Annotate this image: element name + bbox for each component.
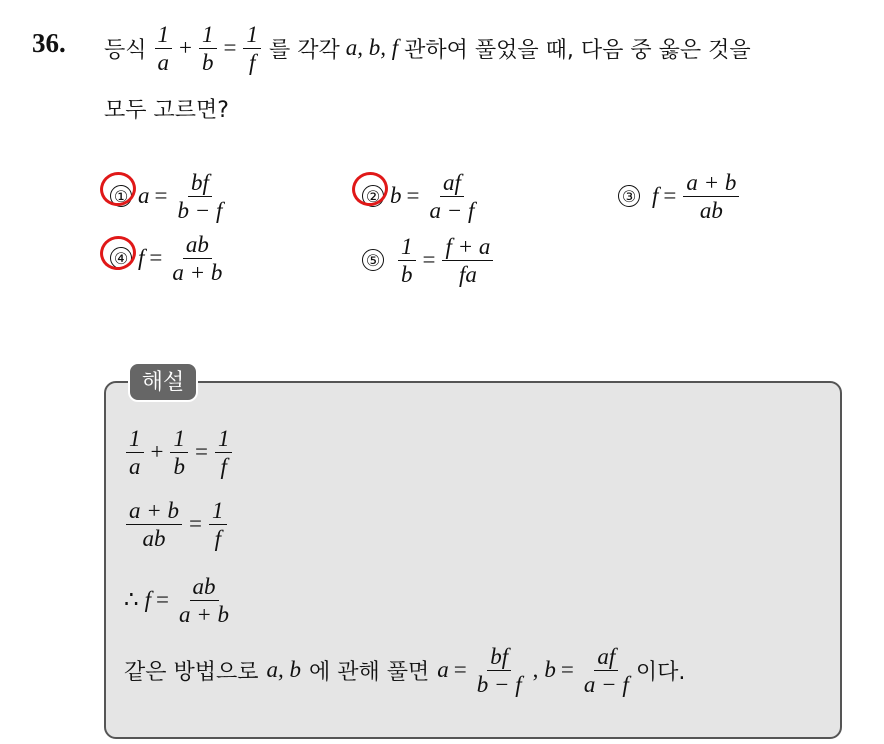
denominator: b − f (476, 671, 522, 697)
numerator: bf (487, 643, 511, 671)
step4-mid: 에 관해 풀면 (309, 659, 430, 685)
choice-lhs: f (652, 183, 659, 208)
denominator: a + b (172, 259, 223, 285)
fraction (170, 425, 188, 480)
denominator: a + b (179, 601, 230, 627)
fraction (474, 643, 525, 698)
choice-number-4: ④ (110, 247, 132, 269)
denominator: a (157, 49, 170, 75)
fraction (581, 643, 632, 698)
question-prefix: 등식 (104, 37, 147, 63)
numerator: 1 (209, 497, 227, 525)
numerator: 1 (199, 21, 217, 49)
choice-lhs: f (138, 245, 145, 270)
numerator: 1 (126, 425, 144, 453)
solution-step-1: $\frac{1}{a}$ + $\frac{1}{b}$ = $\frac{1}{f}$ (124, 420, 234, 484)
choice-fraction (426, 169, 477, 224)
denominator: f (220, 453, 227, 479)
step4-suffix: 이다. (635, 659, 686, 685)
numerator: a + b (683, 169, 739, 197)
numerator: 1 (243, 21, 261, 49)
fraction (215, 425, 233, 480)
numerator: af (594, 643, 618, 671)
numerator: 1 (155, 21, 173, 49)
fraction (209, 497, 227, 552)
fraction-1-over-a (155, 21, 173, 76)
question-vars: a, b, f (345, 35, 399, 60)
question-number: 36. (32, 28, 66, 58)
numerator: af (440, 169, 464, 197)
fraction-1-over-b (199, 21, 217, 76)
question-mid-text: 를 각각 (268, 37, 340, 63)
numerator: ab (183, 231, 212, 259)
choice-3[interactable]: ③ f = $\frac{a + b}{ab}$ (618, 164, 741, 228)
choice-number-3: ③ (618, 185, 640, 207)
numerator: ab (190, 573, 219, 601)
choice-lhs: a (138, 183, 150, 208)
denominator: a − f (583, 671, 629, 697)
choice-lhs-fraction (398, 233, 416, 288)
step4-a-lhs: a (437, 657, 449, 682)
step4-vars: a, b (266, 657, 302, 682)
choice-1[interactable]: ① a = $\frac{bf}{b - f}$ (110, 164, 227, 228)
question-line-1: 등식 $\frac{1}{a}$ + $\frac{1}{b}$ = $\frac{1}{f}$ 를 각각 a, b, f 관하여 풀었을 때, 다음 중 옳은 것을 (104, 21, 751, 75)
denominator: b − f (177, 197, 223, 223)
solution-step-4: 같은 방법으로 a, b 에 관해 풀면 a = $\frac{bf}{b - f}$ , b = $\frac{af}{a - f}$ 이다. (124, 643, 686, 697)
solution-tag: 해설 (128, 362, 198, 402)
choice-fraction (442, 233, 493, 288)
fraction (126, 425, 144, 480)
denominator: fa (459, 261, 477, 287)
lhs: f (144, 587, 152, 612)
denominator: f (249, 49, 256, 75)
choice-fraction (683, 169, 739, 224)
denominator: a (129, 453, 141, 479)
fraction (126, 497, 182, 552)
question-suffix: 관하여 풀었을 때, 다음 중 옳은 것을 (404, 37, 751, 63)
choice-fraction (174, 169, 225, 224)
choice-lhs: b (390, 183, 402, 208)
numerator: 1 (215, 425, 233, 453)
numerator: 1 (398, 233, 416, 261)
numerator: a + b (126, 497, 182, 525)
step4-prefix: 같은 방법으로 (124, 659, 259, 685)
choice-number-1: ① (110, 185, 132, 207)
solution-step-3: ∴ f = $\frac{ab}{a + b}$ (124, 568, 234, 632)
fraction-1-over-f (243, 21, 261, 76)
numerator: 1 (170, 425, 188, 453)
step4-separator: , (532, 657, 539, 682)
denominator: b (202, 49, 214, 75)
choice-number-5: ⑤ (362, 249, 384, 271)
step4-b-lhs: b (544, 657, 556, 682)
choice-fraction (169, 231, 225, 286)
denominator: b (401, 261, 413, 287)
numerator: f + a (442, 233, 493, 261)
choice-2[interactable]: ② b = $\frac{af}{a - f}$ (362, 164, 479, 228)
denominator: a − f (429, 197, 475, 223)
choice-number-2: ② (362, 185, 384, 207)
denominator: f (214, 525, 221, 551)
denominator: b (173, 453, 185, 479)
question-line-2: 모두 고르면? (104, 98, 229, 123)
solution-step-2: $\frac{a + b}{ab}$ = $\frac{1}{f}$ (124, 492, 229, 556)
fraction (176, 573, 232, 628)
choice-5[interactable]: ⑤ $\frac{1}{b}$ = $\frac{f + a}{fa}$ (362, 228, 495, 292)
denominator: ab (699, 197, 723, 223)
therefore-symbol: ∴ (124, 587, 139, 612)
choice-4[interactable]: ④ f = $\frac{ab}{a + b}$ (110, 226, 227, 290)
numerator: bf (188, 169, 212, 197)
denominator: ab (142, 525, 166, 551)
